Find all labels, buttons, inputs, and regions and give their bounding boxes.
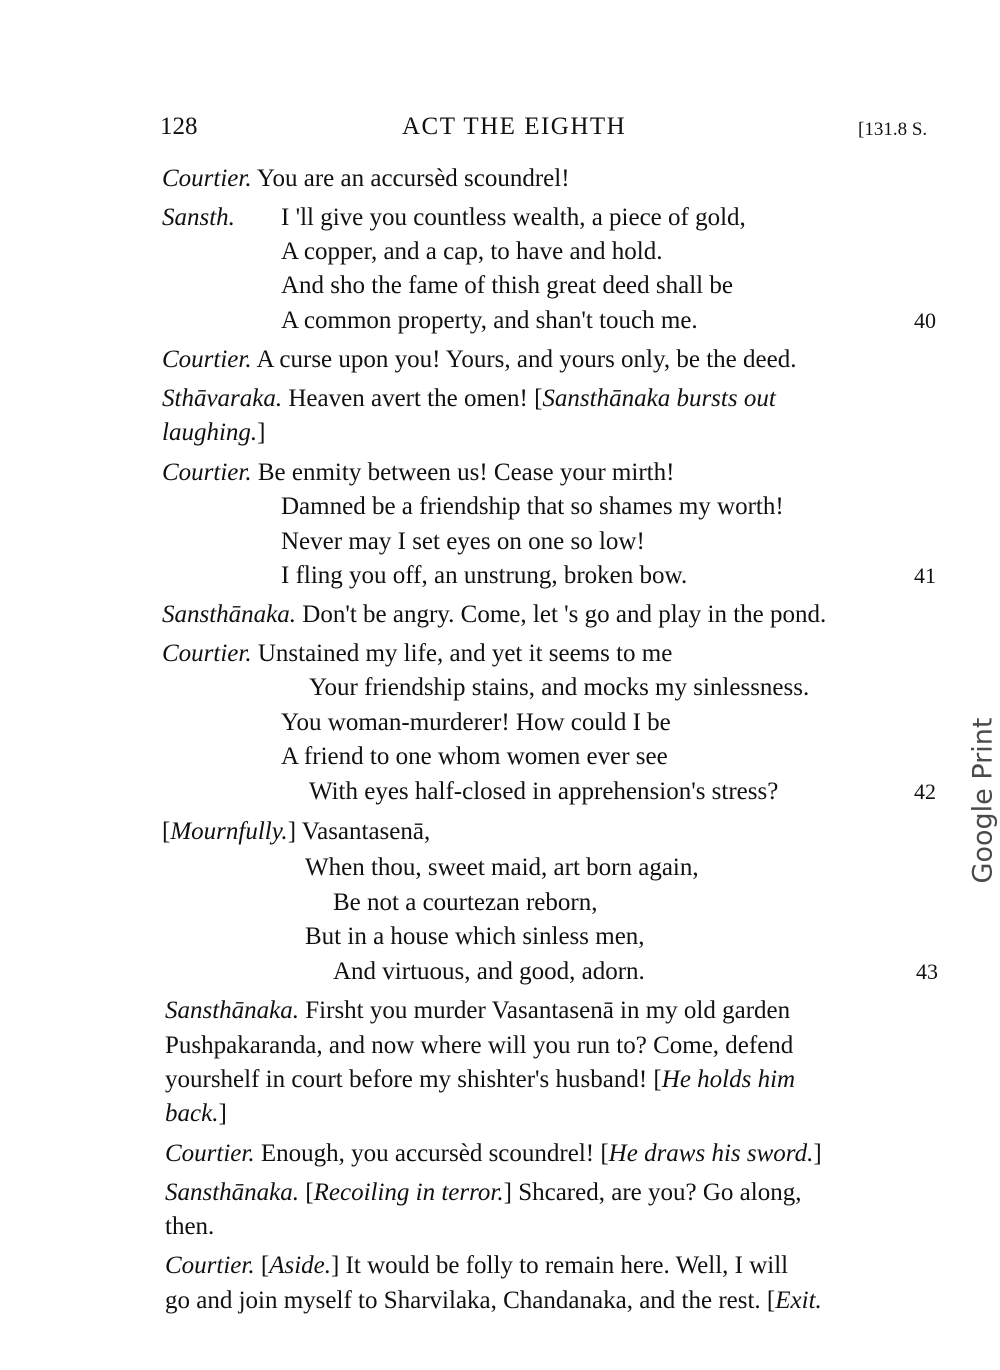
stage-direction: back. [165,1100,219,1127]
text-line: then. [165,1213,215,1240]
verse-line: When thou, sweet maid, art born again, [305,854,699,881]
text-line: back.] [165,1100,227,1127]
text-line [165,1063,795,1097]
line-text: ] Shcared, are you? Go along, [503,1179,802,1206]
text-line [162,382,776,416]
section-reference: [131.8 S. [858,119,928,140]
line-text: Heaven avert the omen! [ [282,385,543,412]
verse-line: And virtuous, and good, adorn. [333,958,645,985]
text-line [165,1284,822,1318]
stage-direction: Exit. [775,1287,822,1314]
verse-line: You woman-murderer! How could I be [281,709,671,736]
stage-direction: Sansthānaka bursts out [542,385,776,412]
line-text: yourshelf in court before my shishter's husband! [ [165,1066,662,1093]
speaker-name: Courtier. [165,1252,255,1279]
verse-line: But in a house which sinless men, [305,923,645,950]
verse-line: A common property, and shan't touch me. [281,307,698,334]
speaker-name: Courtier. [162,165,252,192]
line-text: You are an accursèd scoundrel! [251,165,570,192]
verse-number: 40 [914,308,936,333]
verse-number: 42 [914,779,936,804]
text-line: Courtier. Enough, you accursèd scoundrel! [He draws his sword.] [165,1140,822,1167]
verse-line: Be not a courtezan reborn, [333,889,598,916]
verse-line: A friend to one whom women ever see [281,743,668,770]
text-line [162,637,672,671]
verse-line: And sho the fame of thish great deed shall be [281,272,733,299]
speaker-name: Sansthānaka. [162,601,297,628]
stage-direction: He draws his sword. [608,1140,814,1167]
running-title: ACT THE EIGHTH [402,113,627,140]
verse-number: 41 [914,563,936,588]
line-text: Be enmity between us! Cease your mirth! [251,459,675,486]
line-text: go and join myself to Sharvilaka, Chandanaka, and the rest. [ [165,1287,776,1314]
line-text: A curse upon you! Yours, and yours only, be the deed. [251,346,797,373]
verse-line: A copper, and a cap, to have and hold. [281,238,663,265]
line-text: ] It would be folly to remain here. Well, I will [330,1252,789,1279]
stage-direction: Aside. [269,1252,331,1279]
stage-direction: Recoiling in terror. [313,1179,504,1206]
line-text: Firsht you murder Vasantasenā in my old garden [299,997,791,1024]
verse-number: 43 [916,959,938,984]
text-line: Sansthānaka. [Recoiling in terror.] Shcared, are you? Go along, [165,1179,802,1206]
speaker-name: Sansthānaka. [165,997,300,1024]
text-line: laughing.] [162,419,266,446]
verse-line: Your friendship stains, and mocks my sinlessness. [309,674,810,701]
speaker-name: Sthāvaraka. [162,385,283,412]
line-text: Enough, you accursèd scoundrel! [ [254,1140,609,1167]
stage-direction: laughing. [162,419,258,446]
text-line [165,994,790,1028]
verse-line: Never may I set eyes on one so low! [281,528,645,555]
text-line: Courtier. [Aside.] It would be folly to remain here. Well, I will [165,1252,789,1279]
line-text: Unstained my life, and yet it seems to me [251,640,673,667]
stage-direction: Mournfully. [170,818,288,845]
text-line [162,343,796,377]
watermark-text: Google Print [967,717,999,883]
speaker-name: Sansthānaka. [165,1179,300,1206]
text-line: [Mournfully.] Vasantasenā, [162,818,431,845]
text-line [162,598,826,632]
text-line [162,201,235,235]
stage-direction: He holds him [661,1066,796,1093]
watermark [938,700,1000,900]
page-number: 128 [160,113,198,140]
verse-line: I 'll give you countless wealth, a piece of gold, [281,204,746,231]
speaker-name: Sansth. [162,204,235,231]
verse-line: With eyes half-closed in apprehension's stress? [309,778,779,805]
verse-line: Damned be a friendship that so shames my worth! [281,493,784,520]
verse-line: I fling you off, an unstrung, broken bow. [281,562,688,589]
text-line [162,162,570,196]
speaker-name: Courtier. [162,459,252,486]
line-text: Don't be angry. Come, let 's go and play in the pond. [296,601,827,628]
text-line [162,456,674,490]
speaker-name: Courtier. [165,1140,255,1167]
speaker-name: Courtier. [162,640,252,667]
text-line: Pushpakaranda, and now where will you run to? Come, defend [165,1032,794,1059]
speaker-name: Courtier. [162,346,252,373]
